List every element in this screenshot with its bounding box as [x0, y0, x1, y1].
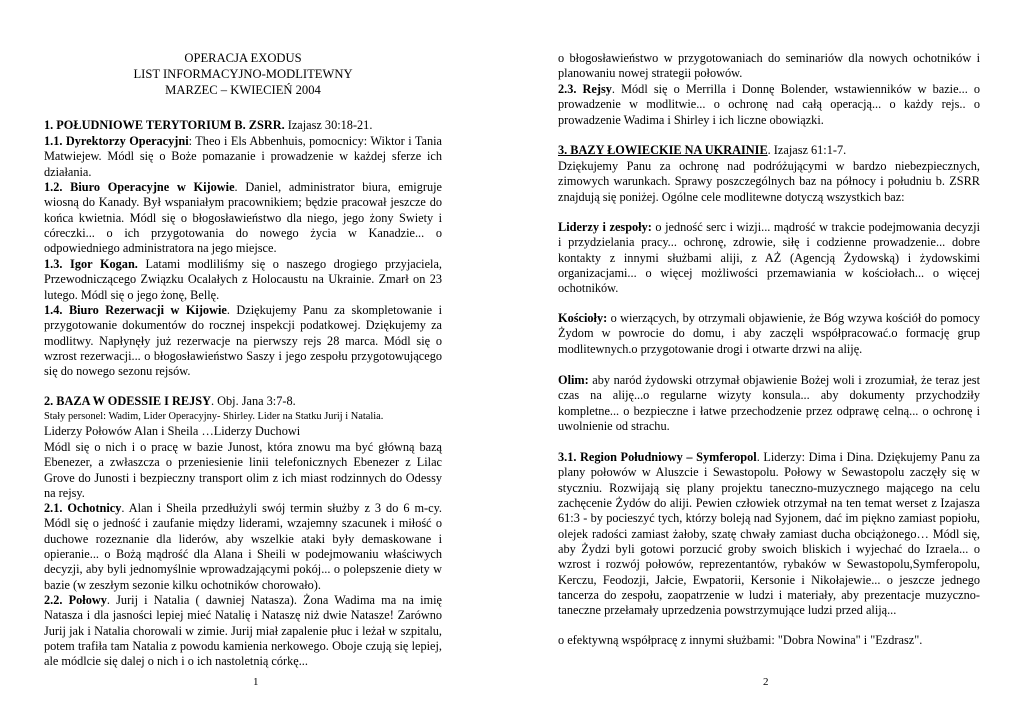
page-2-intro: o błogosławieństwo w przygotowaniach do seminariów dla nowych ochotników i planowaniu nowej strategii połowów.	[558, 51, 980, 81]
section-2-staff: Stały personel: Wadim, Lider Operacyjny- Shirley. Lider na Statku Jurij i Natalia.	[44, 411, 384, 422]
section-1-4-heading: 1.4. Biuro Rezerwacji w Kijowie	[44, 303, 227, 317]
section-2-heading: 2. BAZA W ODESSIE I REJSY	[44, 394, 211, 408]
section-2-2	[44, 593, 442, 670]
section-2-1-heading: 2.1. Ochotnicy	[44, 501, 122, 515]
churches-heading: Kościoły:	[558, 311, 608, 325]
olim-heading: Olim:	[558, 373, 589, 387]
olim-text: aby naród żydowski otrzymał objawienie Bożej woli i zrozumiał, że teraz jest czas na aliję...o regularne wizyty konsula... aby dokumenty przychodziły kompletne... o bezpieczne i łatwe przechodzenie przez odprawę celną... o ochronę i uwolnienie od strachu.	[558, 373, 980, 434]
section-1-1-heading: 1.1. Dyrektorzy Operacyjni	[44, 134, 189, 148]
leaders-teams-text: o jedność serc i wizji... mądrość w trakcie podejmowania decyzji i przydzielania pracy... ochronę, zdrowie, siłę i codzienne prowadzenie... dobre kontakty z innymi służbami aliji, z AŻ (Agencją Żydowską) i żydowskimi organizacjami... o więcej możliwości przemawiania w kościołach... o więcej ochotników.	[558, 220, 980, 296]
leaders-teams	[558, 220, 980, 297]
olim	[558, 373, 980, 434]
section-1-3-heading: 1.3. Igor Kogan.	[44, 257, 138, 271]
section-1-2-heading: 1.2. Biuro Operacyjne w Kijowie	[44, 180, 235, 194]
section-2-leaders: Liderzy Połowów Alan i Sheila …Liderzy Duchowi	[44, 424, 301, 438]
churches-text: o wierzących, by otrzymali objawienie, że Bóg wzywa kościół do pomocy Żydom w powrocie do domu, i aby zaczęli współpracować.o formację grup modlitewnych.o przygotowanie drogi i otwarte drzwi na aliję.	[558, 311, 980, 356]
section-3	[558, 143, 980, 158]
section-1-1-text: : Theo i Els Abbenhuis, pomocnicy: Wiktor i Tania Matwiejew. Módl się o Boże pomazanie i prowadzenie w każdej sferze ich działania.	[44, 134, 442, 179]
churches	[558, 311, 980, 357]
section-2-2-heading: 2.2. Połowy	[44, 593, 107, 607]
section-2-1-text: . Alan i Sheila przedłużyli swój termin służby z 3 do 6 m-cy. Módl się o jedność i zaufanie między liderami, wzajemny szacunek i miłość o duchowe rozeznanie dla liderów, aby wszelkie ataki były demaskowane i opieranie... o Bożą mądrość dla Alana i Sheili w podejmowaniu właściwych decyzji, aby byli jednomyślnie wprowadzającymi pokój... o polepszenie diety w bazie (w zeszłym sezonie kilku ochotników chorowało).	[44, 501, 442, 592]
section-3-reference: . Izajasz 61:1-7.	[767, 143, 847, 157]
doc-title: OPERACJA EXODUS	[184, 51, 302, 65]
section-2-text: Módl się o nich i o pracę w bazie Junost, która znowu ma być główną bazą Ebenezer, a zwłaszcza o przeniesienie linii telefonicznych Ebenezer z Lilac Grove do Junosti i bezpieczny transport olim z ich miast rodzinnych do Odessy na rejsy.	[44, 440, 442, 501]
section-1-reference: Izajasz 30:18-21.	[284, 118, 373, 132]
section-3-1-heading: 3.1. Region Południowy – Symferopol	[558, 450, 757, 464]
section-2-reference: . Obj. Jana 3:7-8.	[210, 394, 296, 408]
section-3-1-end: o efektywną współpracę z innymi służbami: "Dobra Nowina" i "Ezdrasz".	[558, 633, 923, 647]
section-2-1	[44, 501, 442, 593]
section-2-3	[558, 82, 980, 128]
section-1-1	[44, 134, 442, 180]
section-2-2-text: . Jurij i Natalia ( dawniej Natasza). Żona Wadima ma na imię Natasza i dla jasności lepiej mieć Natalię i Nataszę niż dwie Natasze! Zarówno Jurij jak i Natalia chorowali w zimie. Jurij miał zapalenie płuc i leżał w szpitalu, potem trafiła tam Natalia z powodu kamienia nerkowego. Oboje czują się lepiej, ale módlcie się dalej o nich i o ich nastoletnią córkę...	[44, 593, 442, 669]
section-3-1-text: . Liderzy: Dima i Dina. Dziękujemy Panu za plany połowów w Aluszcie i Sewastopolu. Połowy w Sewastopolu zaczęły się w styczniu. Rozwijają się plany projektu taneczno-muzycznego mającego na celu zachęcenie Żydów do aliji. Pewien człowiek otrzymał na ten temat werset z Izajasza 61:3 - by pocieszyć tych, którzy boleją nad Syjonem, dać im piękno zamiast popiołu, olejek radości zamiast żałoby, szatę chwały zamiast ducha obciążonego… Módl się, aby Żydzi byli gotowi porzucić groby swoich bliskich i wyjechać do Izraela... o wzrost i rozwój połowów, reprezentantów, rybaków w Sewastopolu,Symferopolu, Kerczu, Feodozji, Jałcie, Ewpatorii, Kersonie i Nikołajewie... o jeszcze jednego tancerza do zespołu, zaopatrzenie w ludzi i materiały, aby prezentacje muzyczno-taneczne przełamały uprzedzenia powstrzymujące ludzi przed aliją...	[558, 450, 980, 618]
page-number-right: 2	[763, 676, 769, 688]
section-3-text: Dziękujemy Panu za ochronę nad podróżującymi w bardzo niebezpiecznych, zimowych warunkach. Sprawy poszczególnych baz na północy i południu b. ZSRR znajdują się poniżej. Ogólne cele modlitewne dotyczą wszystkich baz:	[558, 159, 980, 204]
page-right	[558, 0, 980, 724]
section-3-heading: 3. BAZY ŁOWIECKIE NA UKRAINIE	[558, 143, 768, 157]
page-number-left: 1	[253, 676, 259, 688]
doc-subtitle: LIST INFORMACYJNO-MODLITEWNY	[133, 67, 353, 81]
doc-date: MARZEC – KWIECIEŃ 2004	[165, 83, 321, 97]
section-1-3-text: Latami modliliśmy się o naszego drogiego przyjaciela, Przewodniczącego Związku Ocalałych z Holocaustu na Ukrainie. Zmarł on 23 lutego. Módl się o jego żonę, Bellę.	[44, 257, 442, 302]
section-1-4-text: . Dziękujemy Panu za skompletowanie i przygotowanie dokumentów do rocznej inspekcji podatkowej. Dziękujemy za modlitwy. Napłynęły już rezerwacje na pierwszy rejs 28 marca. Módl się o wzrost rezerwacji... o błogosławieństwo Saszy i jego zespołu przygotowującego się do nowego sezonu rejsów.	[44, 303, 442, 379]
section-1	[44, 118, 442, 133]
section-1-heading: 1. POŁUDNIOWE TERYTORIUM B. ZSRR.	[44, 118, 285, 132]
page-left	[44, 0, 442, 724]
section-2-3-text: . Módl się o Merrilla i Donnę Bolender, wstawienników w bazie... o prowadzenie w modlitwie... o ochronę nad całą operacją... o każdy rejs.. o prowadzenie Wadima i Shirley i ich liczne obowiązki.	[558, 82, 981, 127]
section-2	[44, 394, 442, 409]
section-1-3	[44, 257, 442, 303]
section-3-1	[558, 450, 980, 619]
section-1-2	[44, 180, 442, 257]
section-1-2-text: . Daniel, administrator biura, emigruje wiosną do Kanady. Był wspaniałym pracownikiem; będzie pracował jeszcze do końca kwietnia. Módl się o błogosławieństwo dla niego, jego żony Swiety i córeczki... o ich przygotowania do nowego życia w Kanadzie... o odpowiedniego administratora na jego miejsce.	[44, 180, 442, 256]
section-2-3-heading: 2.3. Rejsy	[558, 82, 612, 96]
section-1-4	[44, 303, 442, 380]
leaders-teams-heading: Liderzy i zespoły:	[558, 220, 652, 234]
